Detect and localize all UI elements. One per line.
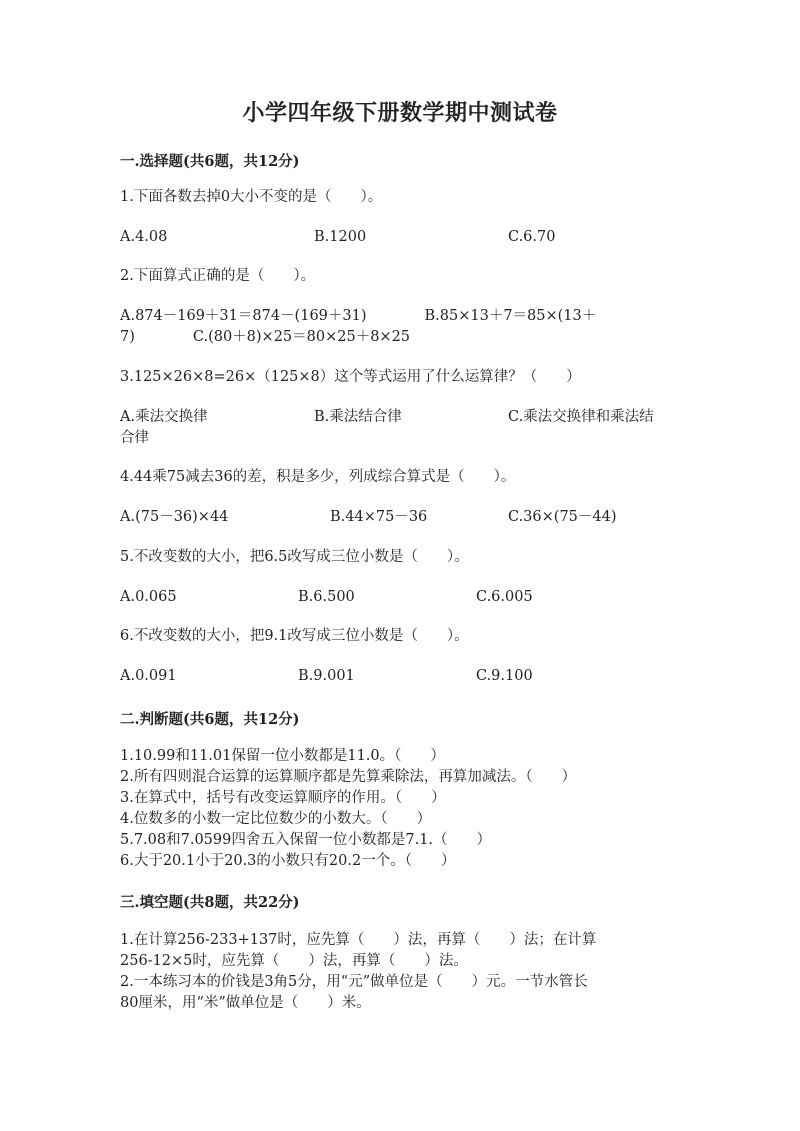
choice-q4-stem: 4.44乘75减去36的差，积是多少，列成综合算式是（ ）。 [120,469,516,485]
choice-q1-option-b: B.1200 [314,229,367,245]
choice-q4-option-c: C.36×(75－44) [508,509,617,525]
judge-item: 4.位数多的小数一定比位数少的小数大。（ ） [120,811,432,827]
fill-q2-line1: 2.一本练习本的价钱是3角5分，用“元”做单位是（ ）元。一节水管长 [120,974,588,990]
fill-q1-line1: 1.在计算256-233+137时，应先算（ ）法，再算（ ）法；在计算 [120,932,597,948]
choice-q3-option-b: B.乘法结合律 [314,409,402,425]
choice-q6-stem: 6.不改变数的大小，把9.1改写成三位小数是（ ）。 [120,628,469,644]
choice-q5-option-c: C.6.005 [476,589,533,605]
section-fill-heading: 三.填空题(共8题，共22分) [120,894,300,911]
choice-q2-options-line2: 7) C.(80＋8)×25＝80×25＋8×25 [120,329,411,345]
judge-item: 6.大于20.1小于20.3的小数只有20.2一个。（ ） [120,853,456,869]
choice-q6-option-b: B.9.001 [298,668,355,684]
choice-q5-stem: 5.不改变数的大小，把6.5改写成三位小数是（ ）。 [120,549,469,565]
choice-q3-option-c: C.乘法交换律和乘法结 [508,409,654,425]
choice-q2-stem: 2.下面算式正确的是（ ）。 [120,268,316,284]
section-judge-heading: 二.判断题(共6题，共12分) [120,711,300,728]
choice-q4-option-a: A.(75－36)×44 [120,509,229,525]
judge-item: 1.10.99和11.01保留一位小数都是11.0。（ ） [120,748,445,764]
page-title: 小学四年级下册数学期中测试卷 [242,100,558,126]
section-choice-heading: 一.选择题(共6题，共12分) [120,153,300,170]
choice-q5-option-b: B.6.500 [298,589,355,605]
judge-item: 5.7.08和7.0599四舍五入保留一位小数都是7.1.（ ） [120,832,492,848]
choice-q3-option-c-wrap: 合律 [120,430,149,446]
choice-q2-options-line1: A.874－169＋31＝874－(169＋31) B.85×13＋7＝85×(13＋ [120,308,597,324]
fill-q1-line2: 256-12×5时，应先算（ ）法，再算（ ）法。 [120,953,468,969]
choice-q6-option-a: A.0.091 [120,668,177,684]
choice-q1-option-a: A.4.08 [120,229,168,245]
judge-item: 2.所有四则混合运算的运算顺序都是先算乘除法，再算加减法。（ ） [120,769,577,785]
fill-q2-line2: 80厘米，用“米”做单位是（ ）米。 [120,995,371,1011]
choice-q5-option-a: A.0.065 [120,589,177,605]
choice-q3-option-a: A.乘法交换律 [120,409,208,425]
choice-q3-stem: 3.125×26×8=26×（125×8）这个等式运用了什么运算律？（ ） [120,369,581,385]
choice-q1-option-c: C.6.70 [508,229,556,245]
choice-q4-option-b: B.44×75－36 [330,509,428,525]
choice-q1-stem: 1.下面各数去掉0大小不变的是（ ）。 [120,189,383,205]
choice-q6-option-c: C.9.100 [476,668,533,684]
judge-item: 3.在算式中，括号有改变运算顺序的作用。（ ） [120,790,446,806]
